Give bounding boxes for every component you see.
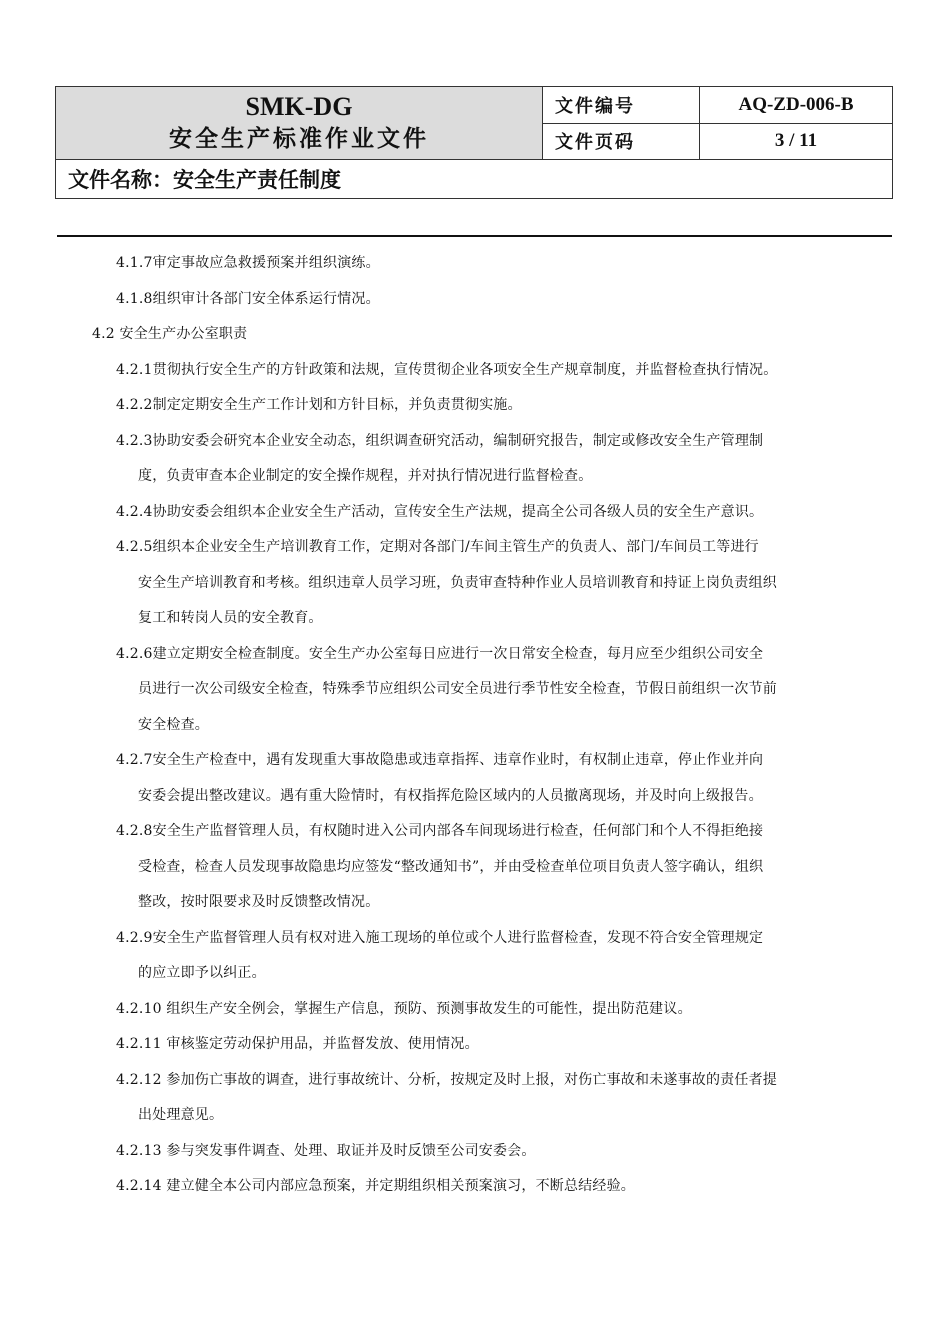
paragraph-line: 4.2.11 审核鉴定劳动保护用品，并监督发放、使用情况。 xyxy=(116,1036,479,1052)
clause-paragraph xyxy=(0,1063,950,1134)
document-title: 文件名称：安全生产责任制度 xyxy=(56,160,893,199)
paragraph-line: 4.2.7安全生产检查中，遇有发现重大事故隐患或违章指挥、违章作业时，有权制止违章，停止作业并向 xyxy=(116,752,764,768)
document-body xyxy=(0,246,950,1205)
clause-paragraph xyxy=(0,814,950,921)
clause-paragraph xyxy=(0,388,950,424)
clause-paragraph xyxy=(0,353,950,389)
paragraph-line: 4.2.14 建立健全本公司内部应急预案，并定期组织相关预案演习，不断总结经验。 xyxy=(116,1178,635,1194)
company-name: SMK-DG xyxy=(245,92,353,121)
paragraph-line: 安全生产培训教育和考核。组织违章人员学习班，负责审查特种作业人员培训教育和持证上岗负责组织 xyxy=(138,574,777,591)
clause-paragraph xyxy=(0,530,950,637)
clause-paragraph xyxy=(0,921,950,992)
paragraph-line: 复工和转岗人员的安全教育。 xyxy=(138,610,323,626)
paragraph-line: 安委会提出整改建议。遇有重大险情时，有权指挥危险区域内的人员撤离现场，并及时向上级报告。 xyxy=(138,787,763,804)
paragraph-line: 度，负责审查本企业制定的安全操作规程，并对执行情况进行监督检查。 xyxy=(138,468,593,484)
paragraph-line: 4.2.5组织本企业安全生产培训教育工作，定期对各部门/车间主管生产的负责人、部门/车间员工等进行 xyxy=(116,539,759,555)
clause-paragraph xyxy=(0,1134,950,1170)
paragraph-line: 4.2.6建立定期安全检查制度。安全生产办公室每日应进行一次日常安全检查，每月应至少组织公司安全 xyxy=(116,645,764,662)
clause-paragraph xyxy=(0,246,950,282)
doc-number-value: AQ-ZD-006-B xyxy=(700,87,893,124)
paragraph-line: 4.1.7审定事故应急救援预案并组织演练。 xyxy=(116,255,380,271)
paragraph-line: 4.2.4协助安委会组织本企业安全生产活动，宣传安全生产法规，提高全公司各级人员的安全生产意识。 xyxy=(116,503,764,520)
paragraph-line: 安全检查。 xyxy=(138,716,209,733)
clause-paragraph xyxy=(0,637,950,744)
paragraph-line: 4.1.8组织审计各部门安全体系运行情况。 xyxy=(116,290,380,307)
header-divider xyxy=(57,235,892,237)
paragraph-line: 员进行一次公司级安全检查，特殊季节应组织公司安全员进行季节性安全检查，节假日前组织一次节前 xyxy=(138,681,777,697)
clause-paragraph xyxy=(0,495,950,531)
clause-paragraph xyxy=(0,1027,950,1063)
paragraph-line: 4.2 安全生产办公室职责 xyxy=(92,326,248,342)
clause-paragraph xyxy=(0,424,950,495)
document-header xyxy=(55,86,893,199)
paragraph-line: 4.2.8安全生产监督管理人员，有权随时进入公司内部各车间现场进行检查，任何部门和个人不得拒绝接 xyxy=(116,823,764,839)
document-type: 安全生产标准作业文件 xyxy=(169,126,429,152)
paragraph-line: 4.2.2制定定期安全生产工作计划和方针目标，并负责贯彻实施。 xyxy=(116,397,522,413)
paragraph-line: 4.2.12 参加伤亡事故的调查，进行事故统计、分析，按规定及时上报，对伤亡事故和未遂事故的责任者提 xyxy=(116,1071,777,1088)
clause-paragraph xyxy=(0,282,950,318)
section-heading xyxy=(0,317,950,353)
paragraph-line: 4.2.3协助安委会研究本企业安全动态，组织调查研究活动，编制研究报告，制定或修改安全生产管理制 xyxy=(116,432,764,449)
paragraph-line: 受检查，检查人员发现事故隐患均应签发“整改通知书”，并由受检查单位项目负责人签字确认，组织 xyxy=(138,858,764,875)
paragraph-line: 出处理意见。 xyxy=(138,1107,224,1123)
paragraph-line: 4.2.10 组织生产安全例会，掌握生产信息，预防、预测事故发生的可能性，提出防范建议。 xyxy=(116,1000,692,1017)
clause-paragraph xyxy=(0,1169,950,1205)
header-company-block xyxy=(56,87,543,160)
paragraph-line: 的应立即予以纠正。 xyxy=(138,965,266,981)
paragraph-line: 4.2.9安全生产监督管理人员有权对进入施工现场的单位或个人进行监督检查，发现不符合安全管理规定 xyxy=(116,929,764,946)
clause-paragraph xyxy=(0,992,950,1028)
page-number-value: 3 / 11 xyxy=(700,123,893,160)
doc-number-label: 文件编号 xyxy=(543,87,700,124)
paragraph-line: 4.2.13 参与突发事件调查、处理、取证并及时反馈至公司安委会。 xyxy=(116,1142,536,1159)
page-number-label: 文件页码 xyxy=(543,123,700,160)
clause-paragraph xyxy=(0,743,950,814)
paragraph-line: 整改，按时限要求及时反馈整改情况。 xyxy=(138,894,380,910)
paragraph-line: 4.2.1贯彻执行安全生产的方针政策和法规，宣传贯彻企业各项安全生产规章制度，并监督检查执行情况。 xyxy=(116,361,778,378)
